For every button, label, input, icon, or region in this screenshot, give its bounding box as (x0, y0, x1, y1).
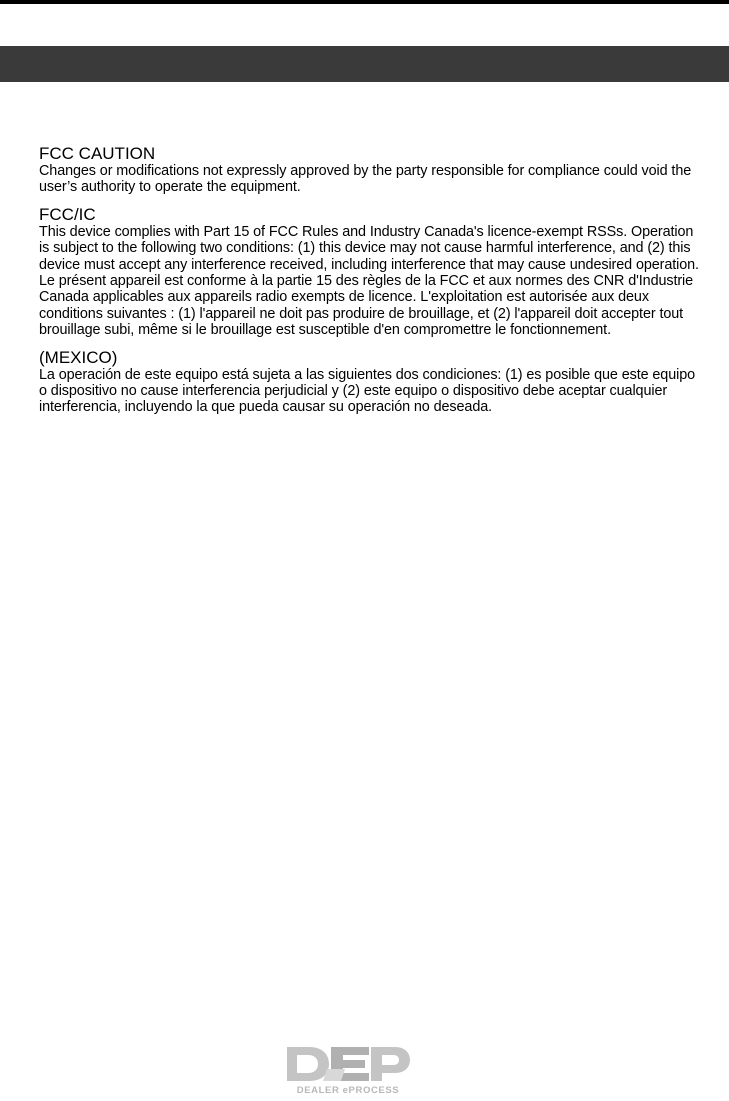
paragraph: Le présent appareil est conforme à la partie 15 des règles de la FCC et aux normes des CNR d'Industrie Canada applicables aux appareils radio exempts de licence. L'exploitation est autorisée aux deux conditions suivantes : (1) l'appareil ne doit pas produire de brouillage, et (2) l'appareil doit accepter tout brouillage subi, même si le brouillage est susceptible d'en compromettre le fonctionnement. (39, 273, 694, 339)
section-title: (MEXICO) (39, 347, 118, 367)
dealer-eprocess-logo (283, 1043, 413, 1099)
paragraph: Changes or modifications not expressly approved by the party responsible for compliance could void the user’s authority to operate the equipment. (39, 163, 692, 196)
section-mexico (39, 348, 699, 416)
paragraph: This device complies with Part 15 of FCC Rules and Industry Canada's licence-exempt RSSs. Operation is subject to the following two conditions: (1) this device may not cause harmful interference, and (2) this device must accept any interference received, including interference that may cause undesired operation. (39, 223, 699, 273)
section-fcc-ic (39, 205, 699, 339)
dep-logo-icon (283, 1043, 413, 1085)
section-title: FCC/IC (39, 204, 96, 224)
section-title: FCC CAUTION (39, 144, 156, 163)
section-fcc-caution (39, 144, 699, 196)
paragraph: La operación de este equipo está sujeta a las siguientes dos condiciones: (1) es posible que este equipo o dispositivo no cause interferencia perjudicial y (2) este equipo o dispositivo debe aceptar cualquier interferencia, incluyendo la que pueda causar su operación no deseada. (39, 366, 696, 416)
logo-subtitle: DEALER ePROCESS (296, 1085, 400, 1096)
top-rule (0, 0, 729, 4)
header-bar (0, 46, 729, 82)
document-body (39, 144, 699, 425)
